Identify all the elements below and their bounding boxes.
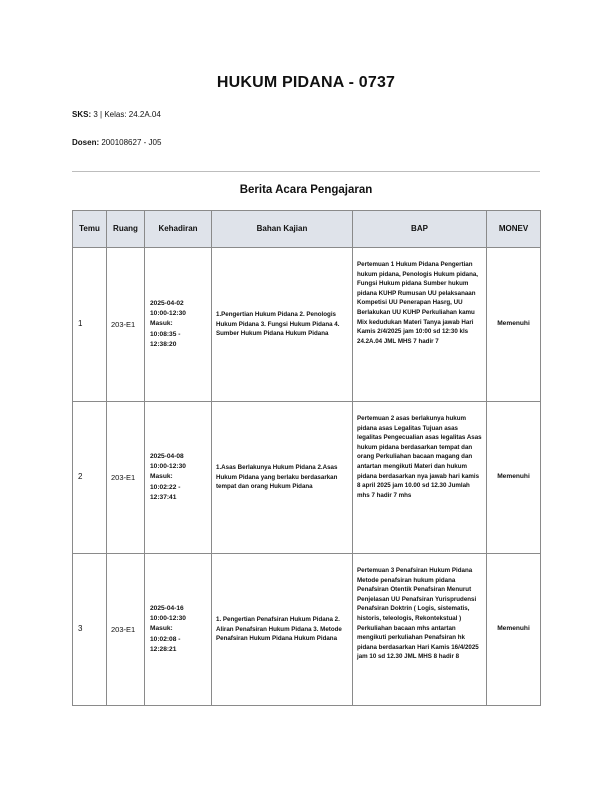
cell-temu: 3 xyxy=(73,554,107,706)
cell-ruang: 203-E1 xyxy=(107,554,145,706)
kehadiran-out-time: 12:37:41 xyxy=(150,493,177,501)
kehadiran-in-time: 10:02:22 - xyxy=(150,483,181,491)
dosen-value: 200108627 - J05 xyxy=(101,138,162,147)
table-row xyxy=(73,402,541,554)
cell-temu: 1 xyxy=(73,248,107,402)
kehadiran-date: 2025-04-08 xyxy=(150,452,184,460)
cell-monev: Memenuhi xyxy=(487,248,541,402)
cell-ruang: 203-E1 xyxy=(107,248,145,402)
kehadiran-out-time: 12:38:20 xyxy=(150,340,177,348)
cell-bap: Pertemuan 3 Penafsiran Hukum Pidana Metode penafsiran hukum pidana Penafsiran Otentik Penafsiran Menurut Penjelasan UU Penafsiran Yurisprudensi Penafsiran Doktrin ( Logis, sistematis, historis, teleologis, Rekontekstual ) Perkuliahan bacaan mhs antartan mengikuti perkuliahan Penafsiran hk pidana berdasarkan Hari Kamis 16/4/2025 jam 10 sd 12.30 JML MHS 8 hadir 8 xyxy=(353,554,487,706)
cell-ruang: 203-E1 xyxy=(107,402,145,554)
sks-label: SKS: xyxy=(72,110,92,119)
cell-bahan-kajian: 1.Asas Berlakunya Hukum Pidana 2.Asas Hukum Pidana yang berlaku berdasarkan tempat dan orang Hukum Pidana xyxy=(212,402,353,554)
kehadiran-in-time: 10:02:08 - xyxy=(150,635,181,643)
divider xyxy=(72,171,540,172)
col-header-kehadiran: Kehadiran xyxy=(145,211,212,248)
kehadiran-masuk-label: Masuk: xyxy=(150,625,173,633)
kehadiran-schedule: 10:00-12:30 xyxy=(150,463,186,471)
kehadiran-masuk-label: Masuk: xyxy=(150,473,173,481)
col-header-monev: MONEV xyxy=(487,211,541,248)
cell-kehadiran xyxy=(145,248,212,402)
teaching-record-table xyxy=(72,210,541,706)
cell-kehadiran xyxy=(145,402,212,554)
col-header-temu: Temu xyxy=(73,211,107,248)
page-title: HUKUM PIDANA - 0737 xyxy=(216,74,396,91)
kehadiran-date: 2025-04-02 xyxy=(150,299,184,307)
kehadiran-in-time: 10:08:35 - xyxy=(150,330,181,338)
section-title: Berita Acara Pengajaran xyxy=(239,184,373,196)
kehadiran-out-time: 12:28:21 xyxy=(150,645,177,653)
cell-kehadiran xyxy=(145,554,212,706)
kehadiran-date: 2025-04-16 xyxy=(150,604,184,612)
cell-monev: Memenuhi xyxy=(487,402,541,554)
table-row xyxy=(73,248,541,402)
table-row xyxy=(73,554,541,706)
col-header-bahan-kajian: Bahan Kajian xyxy=(212,211,353,248)
kehadiran-schedule: 10:00-12:30 xyxy=(150,615,186,623)
cell-bahan-kajian: 1. Pengertian Penafsiran Hukum Pidana 2. Aliran Penafsiran Hukum Pidana 3. Metode Penafsiran Hukum Pidana Hukum Pidana xyxy=(212,554,353,706)
cell-monev: Memenuhi xyxy=(487,554,541,706)
table-header-row xyxy=(73,211,541,248)
cell-bahan-kajian: 1.Pengertian Hukum Pidana 2. Penologis Hukum Pidana 3. Fungsi Hukum Pidana 4. Sumber Hukum Pidana Hukum Pidana xyxy=(212,248,353,402)
cell-bap: Pertemuan 1 Hukum Pidana Pengertian hukum pidana, Penologis Hukum pidana, Fungsi Hukum pidana Sumber hukum pidana KUHP Rumusan UU pelaksanaan Kompetisi UU Penerapan Hasrg, UU Berlakukan UU KUHP Perkuliahan kamu Mix kedudukan Materi Tanya jawab Hari Kamis 2/4/2025 jam 10:00 sd 12:30 kls 24.2A.04 JML MHS 7 hadir 7 xyxy=(353,248,487,402)
cell-bap: Pertemuan 2 asas berlakunya hukum pidana asas Legalitas Tujuan asas legalitas Pengecualian asas legalitas Asas hukum pidana berdasarkan tempat dan orang Perkuliahan bacaan magang dan antartan mengikuti Materi dan hukum pidana berdasarkan nya jawab hari kamis 8 april 2025 jam 10.00 sd 12.30 Jumlah mhs 7 hadir 7 mhs xyxy=(353,402,487,554)
dosen-label: Dosen: xyxy=(72,138,100,147)
kehadiran-masuk-label: Masuk: xyxy=(150,320,173,328)
col-header-bap: BAP xyxy=(353,211,487,248)
cell-temu: 2 xyxy=(73,402,107,554)
sks-class-value: 3 | Kelas: 24.2A.04 xyxy=(93,110,161,119)
col-header-ruang: Ruang xyxy=(107,211,145,248)
dosen-line xyxy=(72,138,161,147)
kehadiran-schedule: 10:00-12:30 xyxy=(150,310,186,318)
sks-class-line xyxy=(72,110,161,119)
